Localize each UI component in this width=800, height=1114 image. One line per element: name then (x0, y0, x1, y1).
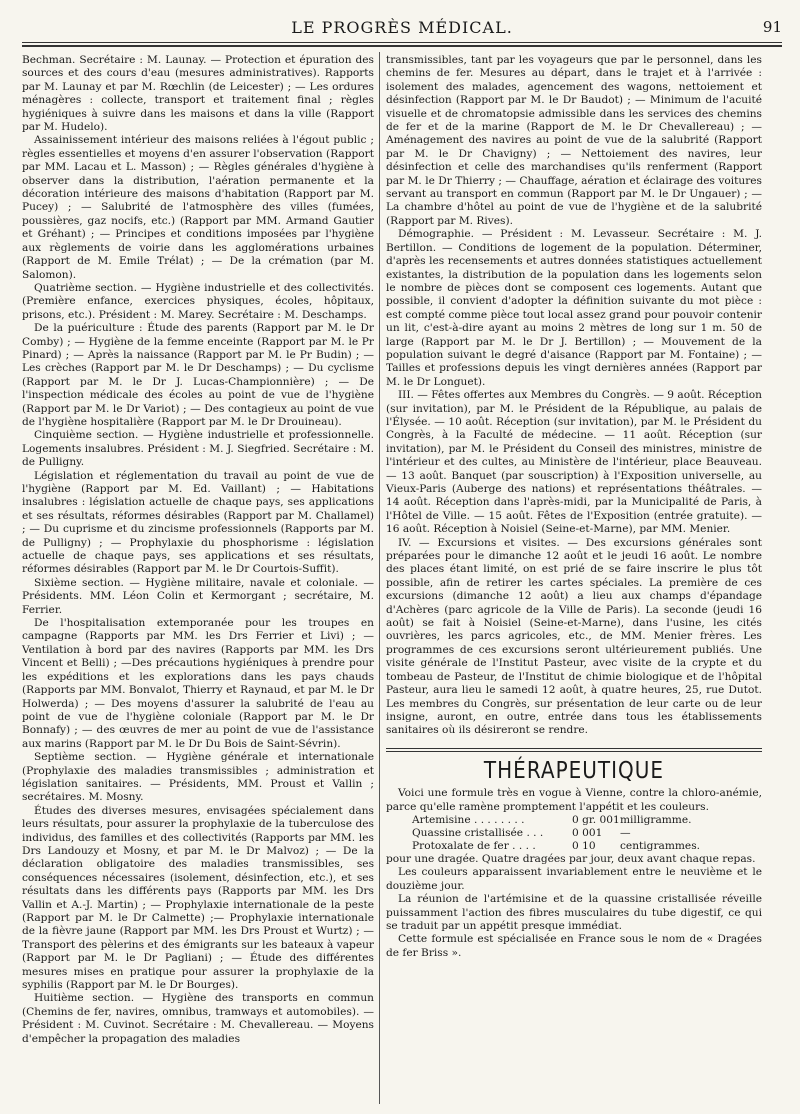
paragraph: Bechman. Secrétaire : M. Launay. — Protection et épuration des sources et des cours d'eau (mesures administratives). Rapports par M. Launay et par M. Rœchlin (de Leicester) ; — Les ordures ménagères : collecte, transport et traitement final ; règles hygiéniques à suivre dans les maisons et dans la ville (Rapport par M. Hudelo). (22, 54, 374, 134)
formula-unit: centigrammes. (620, 839, 700, 852)
section-heading-5: Cinquième section. — Hygiène industrielle et professionnelle. Logements insalubres. Président : M. J. Siegfried. Secrétaire : M. de Pulligny. (22, 429, 374, 469)
formula-ingredient: Protoxalate de fer . . . . (412, 839, 536, 852)
header-rule-double (22, 45, 782, 47)
paragraph: pour une dragée. Quatre dragées par jour, deux avant chaque repas. (386, 852, 756, 865)
formula-ingredient: Quassine cristallisée . . . (412, 826, 544, 839)
formula-row (386, 827, 762, 840)
section-heading-6: Sixième section. — Hygiène militaire, navale et coloniale. — Présidents. MM. Léon Colin et Kermorgant ; secrétaire, M. Ferrier. (22, 576, 374, 616)
page-header (22, 14, 782, 40)
paragraph-fetes: III. — Fêtes offertes aux Membres du Congrès. — 9 août. Réception (sur invitation), par M. le Président de la République, au palais de l'Élysée. — 10 août. Réception (sur invitation), par M. le Président du Congrès, à la Faculté de médecine. — 11 août. Réception (sur invitation), par M. le Président du Conseil des ministres, ministre de l'intérieur et des cultes, au Ministère de l'intérieur, place Beauveau. — 13 août. Banquet (par souscription) à l'Exposition universelle, au Vieux-Paris (Auberge des nations) et représentations théâtrales. — 14 août. Réception dans l'après-midi, par la Municipalité de Paris, à l'Hôtel de Ville. — 15 août. Fêtes de l'Exposition (entrée gratuite). — 16 août. Réception à Noisiel (Seine-et-Marne), par MM. Menier. (386, 389, 762, 536)
paragraph: Législation et réglementation du travail au point de vue de l'hygiène (Rapport par M. Ed. Vaillant) ; — Habitations insalubres : législation actuelle de chaque pays, ses applications et ses résultats, réformes désirables (Rapport par M. Challamel) ; — Du cuprisme et du zincisme professionnels (Rapports par M. de Pulligny) ; — Prophylaxie du phosphorisme : législation actuelle de chaque pays, ses applications et ses résultats, réformes désirables (Rapport par M. le Dr Courtois-Suffit). (22, 469, 374, 576)
therapeutique-title: THÉRAPEUTIQUE (483, 755, 665, 784)
section-rule (386, 748, 762, 749)
formula-qty: 0 gr. 001 (572, 813, 620, 826)
section-heading-8: Huitième section. — Hygiène des transports en commun (Chemins de fer, navires, omnibus, tramways et automobiles). — Président : M. Cuvinot. Secrétaire : M. Chevallereau. — Moyens d'empêcher la propagation des maladies (22, 992, 374, 1045)
formula-row (386, 840, 762, 853)
left-column (22, 54, 374, 1046)
paragraph-excursions: IV. — Excursions et visites. — Des excursions générales sont préparées pour le dimanche 12 août et le jeudi 16 août. Le nombre des places étant limité, on est prié de se faire inscrire le plus tôt possible, afin de retirer les cartes spéciales. La première de ces excursions (dimanche 12 août) a lieu aux champs d'épandage d'Achères (parc agricole de la Ville de Paris). La seconde (jeudi 16 août) se fait à Noisiel (Seine-et-Marne), dans l'usine, les cités ouvrières, les parcs agricoles, etc., de MM. Menier frères. Les programmes de ces excursions seront ultérieurement publiés. Une visite générale de l'Institut Pasteur, avec visite de la crypte et du tombeau de Pasteur, de l'Institut de chimie biologique et de l'hôpital Pasteur, aura lieu le samedi 12 août, à quatre heures, 25, rue Dutot. Les membres du Congrès, sur présentation de leur carte ou de leur insigne, auront, en outre, entrée dans tous les établissements sanitaires où ils désireront se rendre. (386, 536, 762, 737)
formula-table (386, 814, 762, 853)
section-heading-4: Quatrième section. — Hygiène industrielle et des collectivités. (Première enfance, exercices physiques, écoles, hôpitaux, prisons, etc.). Président : M. Marey. Secrétaire : M. Deschamps. (22, 281, 374, 321)
page-number: 91 (762, 18, 782, 36)
right-column (386, 54, 762, 960)
formula-qty: 0 001 (572, 826, 603, 839)
paragraph: La réunion de l'artémisine et de la quassine cristallisée réveille puissamment l'action des fibres musculaires du tube digestif, ce qui se traduit par un appétit presque immédiat. (386, 893, 762, 932)
section-heading-7: Septième section. — Hygiène générale et internationale (Prophylaxie des maladies transmissibles ; administration et législation sanitaires. — Présidents, MM. Proust et Vallin ; secrétaires. M. Mosny. (22, 751, 374, 804)
therapeutique-intro: Voici une formule très en vogue à Vienne, contre la chloro-anémie, parce qu'elle ramène promptement l'appétit et les couleurs. (386, 787, 762, 813)
paragraph: De l'hospitalisation extemporanée pour les troupes en campagne (Rapports par MM. les Drs Ferrier et Livi) ; —Ventilation à bord par des navires (Rapports par MM. les Drs Vincent et Belli) ; —Des précautions hygiéniques à prendre pour les expéditions et les explorations dans les pays chauds (Rapports par MM. Bonvalot, Thierry et Raynaud, et par M. le Dr Holwerda) ; — Des moyens d'assurer la salubrité de l'eau au point de vue de l'hygiène coloniale (Rapport par M. le Dr Bonnafy) ; — des œuvres de mer au point de vue de l'assistance aux marins (Rapport par M. le Dr Du Bois de Saint-Sévrin). (22, 617, 374, 750)
paragraph: Les couleurs apparaissent invariablement entre le neuvième et le douzième jour. (386, 866, 762, 892)
formula-qty: 0 10 (572, 839, 596, 852)
formula-unit: — (620, 826, 631, 839)
paragraph: Études des diverses mesures, envisagées spécialement dans leurs résultats, pour assurer la prophylaxie de la tuberculose des individus, des familles et des collectivités (Rapports par MM. les Drs Landouzy et Mosny, et par M. le Dr Malvoz) ; — De la déclaration obligatoire des maladies transmissibles, ses conséquences nécessaires (isolement, désinfection, etc.), et ses résultats dans les différents pays (Rapports par MM. les Drs Vallin et A.-J. Martin) ; — Prophylaxie internationale de la peste (Rapport par M. le Dr Calmette) ;— Prophylaxie internationale de la fièvre jaune (Rapport par MM. les Drs Proust et Wurtz) ; — Transport des pèlerins et des émigrants sur les bateaux à vapeur (Rapport par M. le Dr Pagliani) ; — Étude des différentes mesures mises en pratique pour assurer la prophylaxie de la syphilis (Rapport par M. le Dr Bourges). (22, 804, 374, 992)
paragraph: Cette formule est spécialisée en France sous le nom de « Dragées de fer Briss ». (386, 933, 762, 959)
formula-ingredient: Artemisine . . . . . . . . (412, 813, 525, 826)
column-divider (379, 52, 380, 1104)
paragraph-demographie: Démographie. — Président : M. Levasseur. Secrétaire : M. J. Bertillon. — Conditions de logement de la population. Déterminer, d'après les recensements et autres données statistiques actuellement existantes, la distribution de la population dans les logements selon le nombre de pièces dont se composent ces logements. Autant que possible, il convient d'adopter la définition suivante du mot pièce : est compté comme pièce tout local assez grand pour pouvoir contenir un lit, c'est-à-dire ayant au moins 2 mètres de long sur 1 m. 50 de large (Rapport par M. le Dr J. Bertillon) ; — Mouvement de la population suivant le degré d'aisance (Rapport par M. Fontaine) ; — Tailles et professions depuis les vingt dernières années (Rapport par M. le Dr Longuet). (386, 228, 762, 388)
paragraph: transmissibles, tant par les voyageurs que par le personnel, dans les chemins de fer. Mesures au départ, dans le trajet et à l'arrivée : isolement des malades, agencement des wagons, nettoiement et désinfection (Rapport par M. le Dr Baudot) ; — Minimum de l'acuité visuelle et de chromatopsie admissible dans les services des chemins de fer et de la marine (Rapport de M. le Dr Chevallereau) ; — Aménagement des navires au point de vue de la salubrité (Rapport par M. le Dr Chavigny) ; — Nettoiement des navires, leur désinfection et celle des marchandises qu'ils renferment (Rapport par M. le Dr Thierry ; — Chauffage, aération et éclairage des voitures servant au transport en commun (Rapport par M. le Dr Ungauer) ; — La chambre d'hôtel au point de vue de l'hygiène et de la salubrité (Rapport par M. Rives). (386, 54, 762, 227)
header-rule (22, 42, 782, 43)
journal-title: LE PROGRÈS MÉDICAL. (291, 18, 513, 37)
formula-row (386, 814, 762, 827)
section-rule-thin (386, 751, 762, 752)
paragraph: Assainissement intérieur des maisons reliées à l'égout public ; règles essentielles et moyens d'en assurer l'observation (Rapport par MM. Lacau et L. Masson) ; — Règles générales d'hygiène à observer dans la distribution, l'aération permanente et la décoration intérieure des maisons d'habitation (Rapport par M. Pucey) ; — Salubrité de l'atmosphère des villes (fumées, poussières, gaz nocifs, etc.) (Rapport par MM. Armand Gautier et Gréhant) ; — Principes et conditions imposées par l'hygiène aux règlements de voirie dans les agglomérations urbaines (Rapport de M. Emile Trélat) ; — De la crémation (par M. Salomon). (22, 134, 374, 281)
formula-unit: milligramme. (620, 813, 692, 826)
paragraph: De la puériculture : Étude des parents (Rapport par M. le Dr Comby) ; — Hygiène de la femme enceinte (Rapport par M. le Pr Pinard) ; — Après la naissance (Rapport par M. le Pr Budin) ; — Les crèches (Rapport par M. le Dr Deschamps) ; — Du cyclisme (Rapport par M. le Dr J. Lucas-Championnière) ; — De l'inspection médicale des écoles au point de vue de l'hygiène (Rapport par M. le Dr Variot) ; — Des contagieux au point de vue de l'hygiène hospitalière (Rapport par M. le Dr Drouineau). (22, 322, 374, 428)
